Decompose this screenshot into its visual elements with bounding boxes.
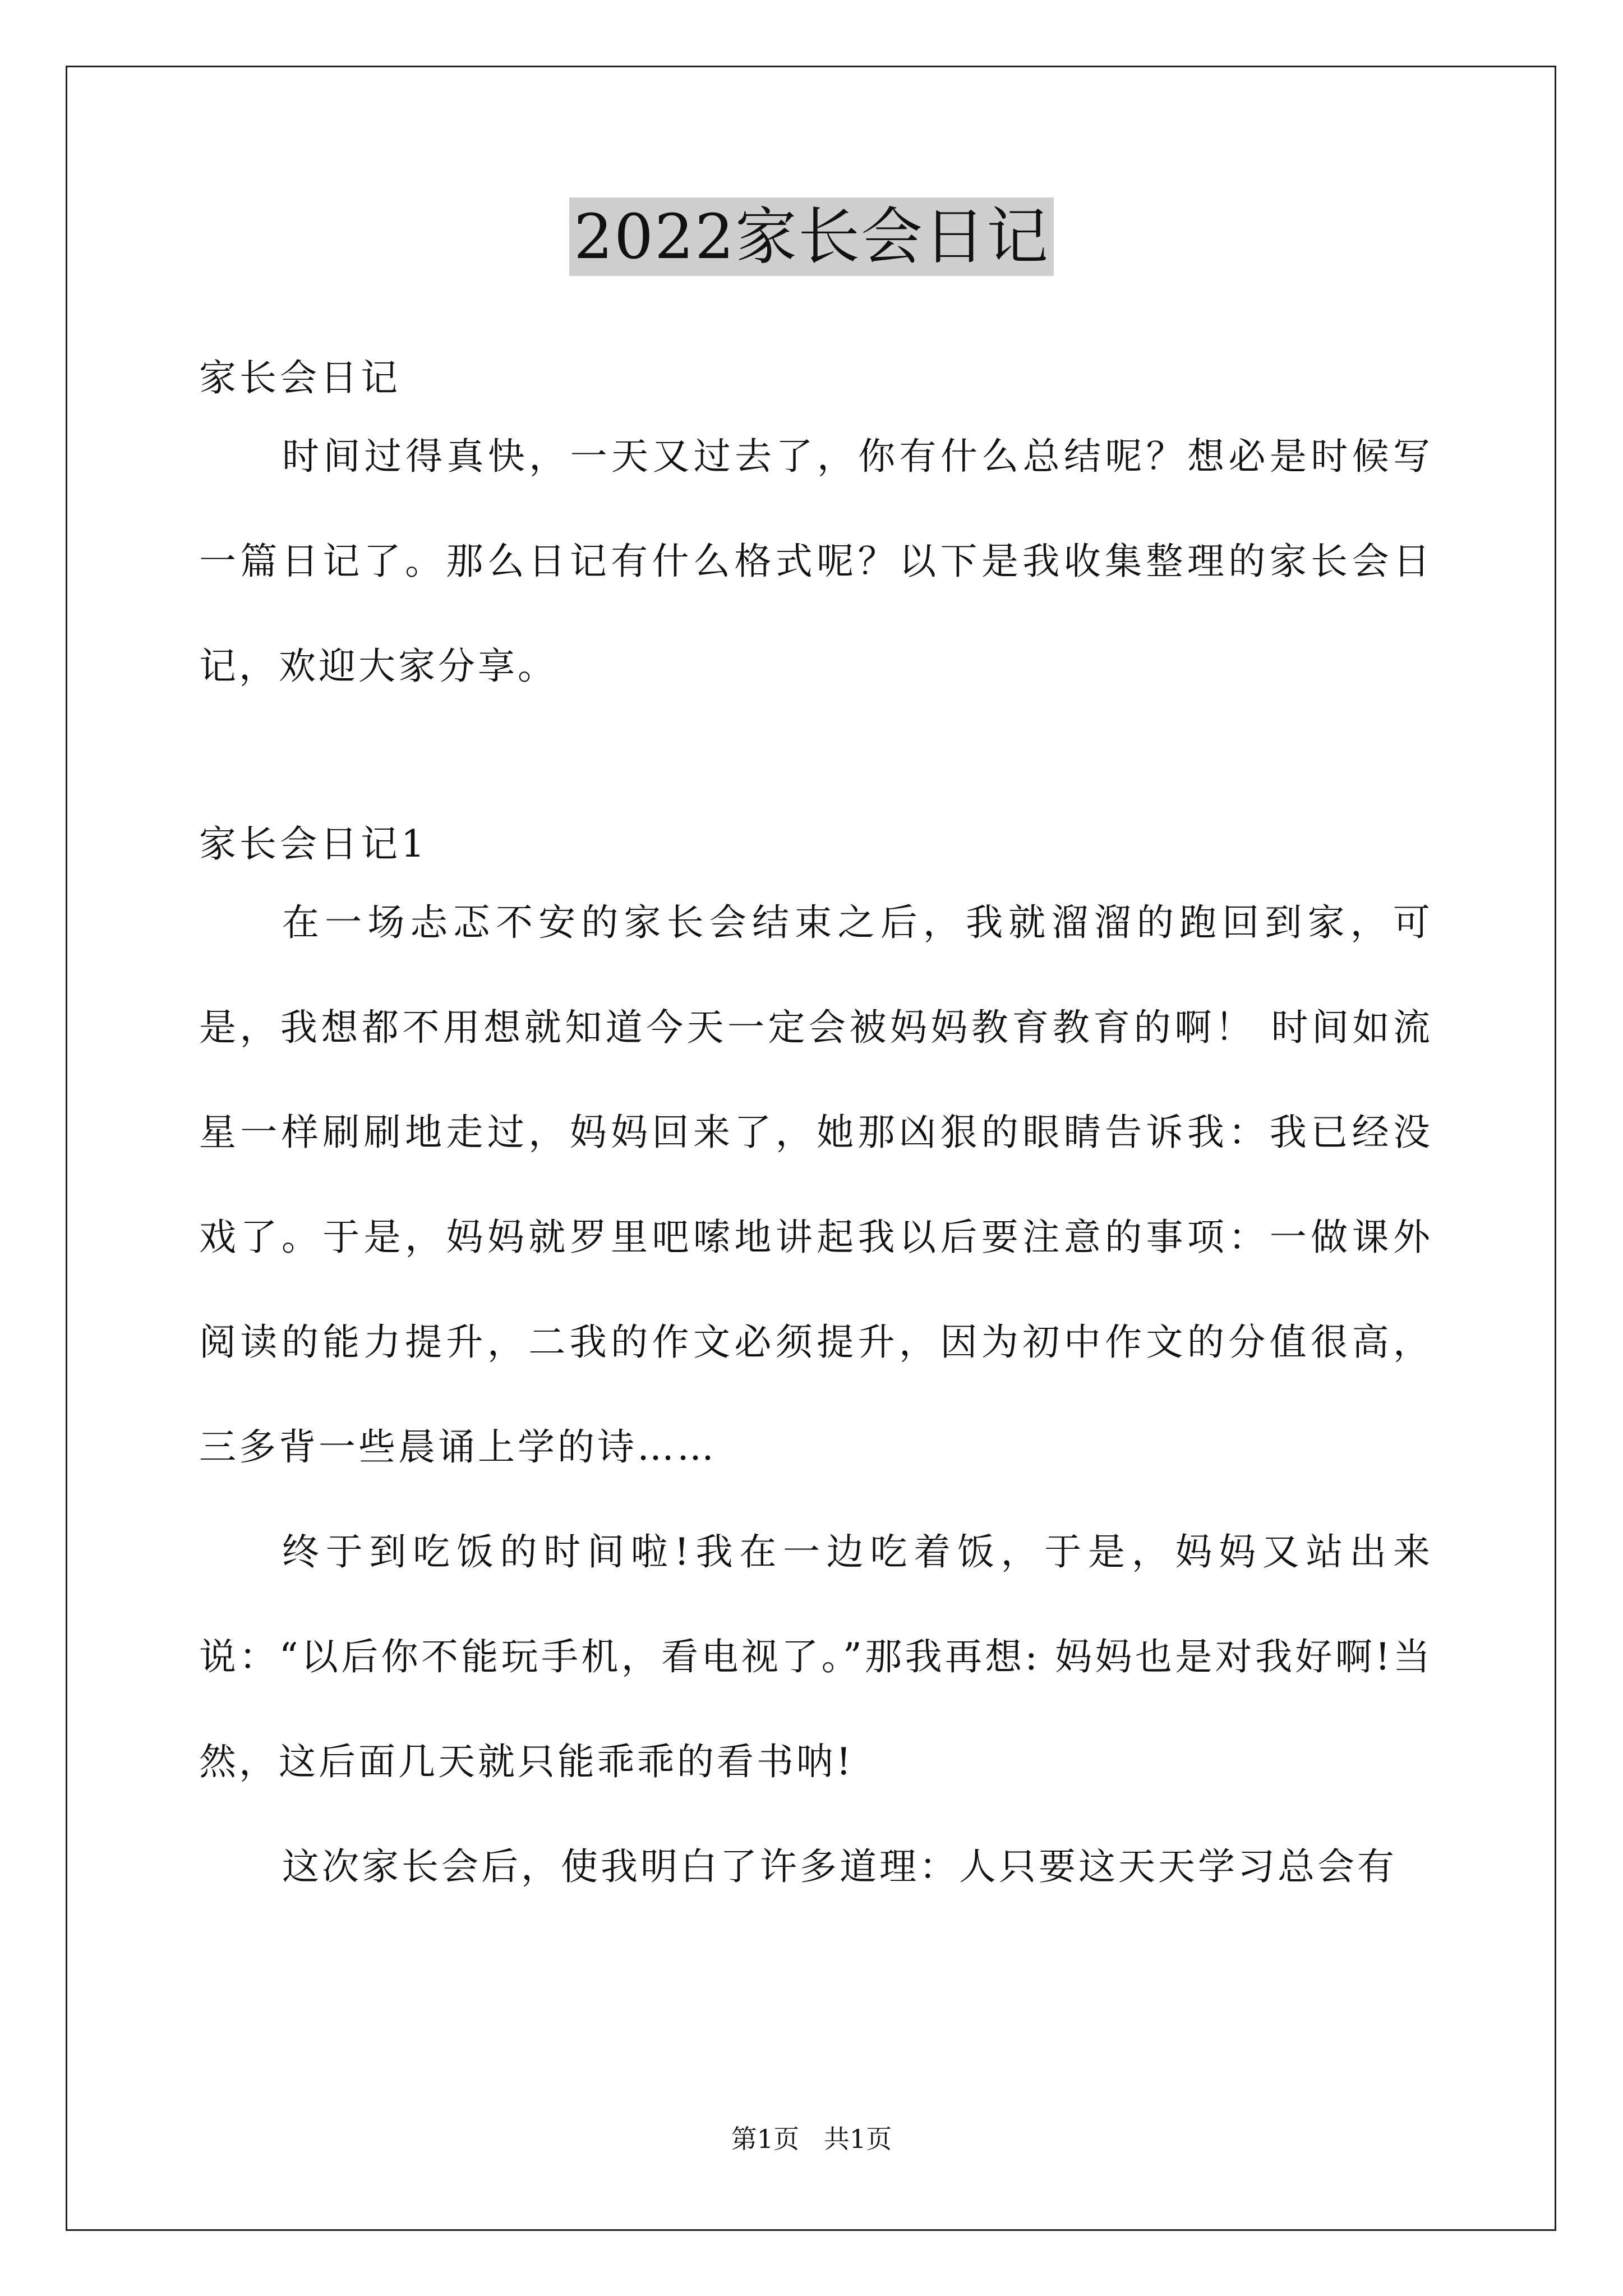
page-footer: 第1页 共1页 <box>731 2124 892 2154</box>
document-body <box>199 314 1433 1919</box>
body-paragraph-1: 在一场忐忑不安的家长会结束之后，我就溜溜的跑回到家，可是，我想都不用想就知道今天一定会被妈妈教育教育的啊！ 时间如流星一样刷刷地走过，妈妈回来了，她那凶狠的眼睛告诉我：我已经没戏了。于是，妈妈就罗里吧嗦地讲起我以后要注意的事项：一做课外阅读的能力提升，二我的作文必须提升，因为初中作文的分值很高，三多背一些晨诵上学的诗…… <box>199 901 1433 1469</box>
body-paragraph-2: 终于到吃饭的时间啦!我在一边吃着饭，于是，妈妈又站出来说：“以后你不能玩手机，看电视了。”那我再想: 妈妈也是对我好啊!当然，这后面几天就只能乖乖的看书呐! <box>199 1530 1433 1783</box>
section-heading-1: 家长会日记1 <box>199 822 428 866</box>
intro-paragraph: 时间过得真快，一天又过去了，你有什么总结呢？想必是时候写一篇日记了。那么日记有什么格式呢？以下是我收集整理的家长会日记，欢迎大家分享。 <box>199 435 1433 688</box>
section-heading-main: 家长会日记 <box>199 356 401 399</box>
body-paragraph-3: 这次家长会后，使我明白了许多道理：人只要这天天学习总会有 <box>282 1845 1397 1888</box>
title-container <box>0 197 1623 276</box>
document-title: 2022家长会日记 <box>569 197 1054 276</box>
